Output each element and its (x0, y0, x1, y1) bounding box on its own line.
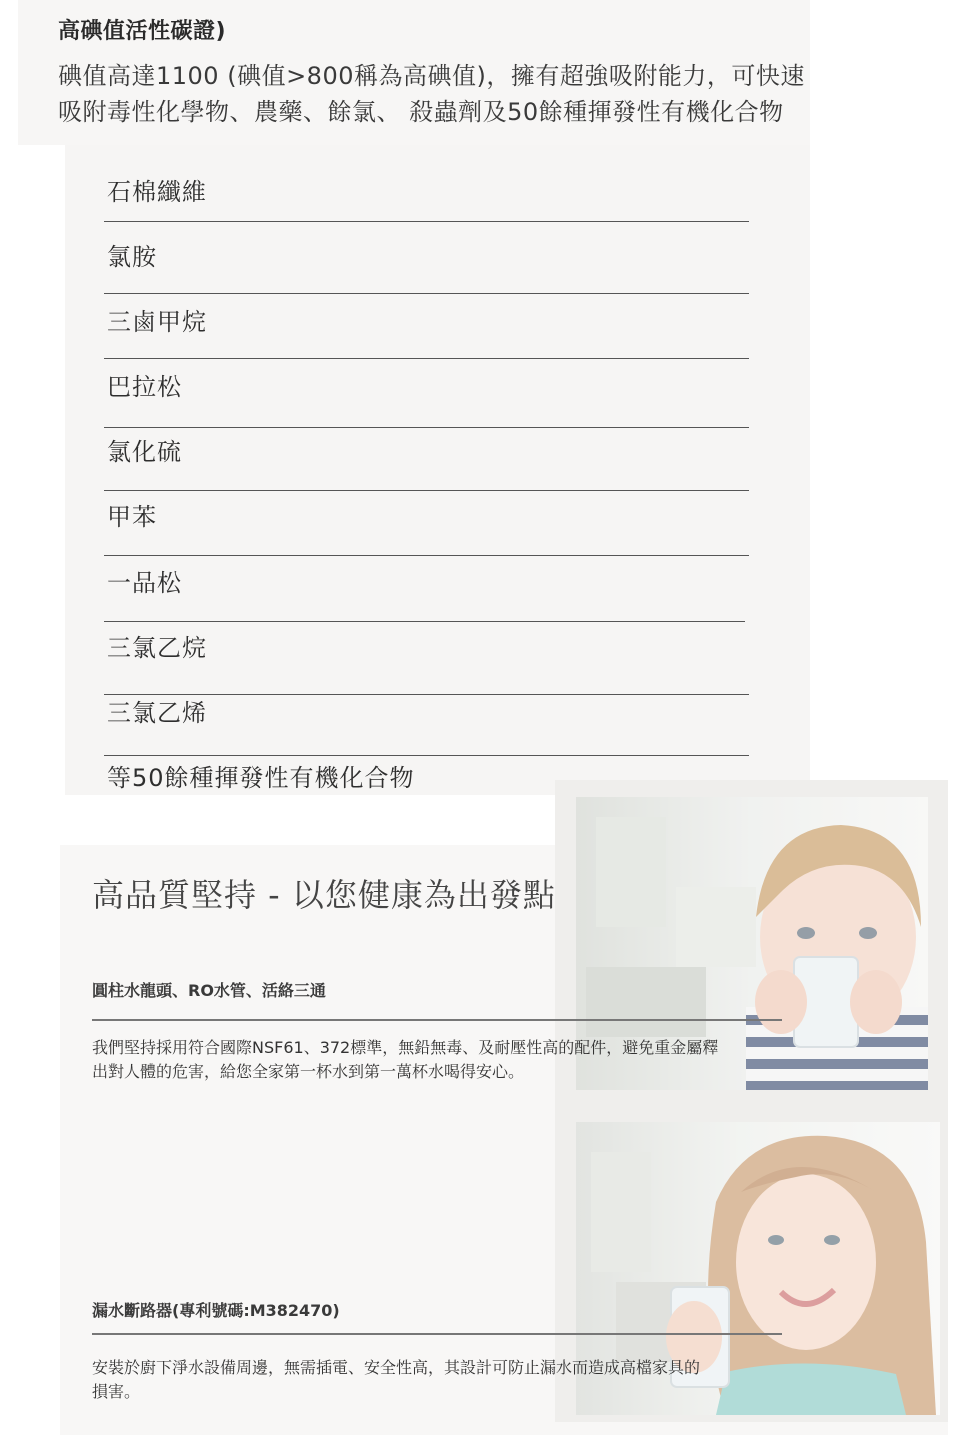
list-divider (104, 490, 749, 491)
body-line: 我們堅持採用符合國際NSF61、372標準，無鉛無毒、及耐壓性高的配件，避免重金屬釋 (92, 1038, 719, 1057)
list-divider (104, 755, 749, 756)
list-item: 三鹵甲烷 (107, 308, 207, 336)
list-divider (104, 621, 745, 622)
leak-breaker-section-body (92, 1356, 792, 1404)
page-title: 高碘值活性碳證) (58, 19, 227, 44)
leak-breaker-section-title: 漏水斷路器(專利號碼:M382470) (92, 1301, 340, 1320)
section-divider (92, 1333, 782, 1335)
list-item: 巴拉松 (107, 373, 182, 401)
body-line: 損害。 (92, 1382, 141, 1401)
intro-description (58, 58, 818, 130)
list-divider (104, 221, 749, 222)
description-line-2: 吸附毒性化學物、農藥、餘氯、 殺蟲劑及50餘種揮發性有機化合物 (58, 98, 784, 126)
faucet-section-title: 圓柱水龍頭、RO水管、活絡三通 (92, 981, 326, 1000)
list-item: 三氯乙烷 (107, 634, 207, 662)
list-item: 三氯乙烯 (107, 699, 207, 727)
list-item: 氯胺 (107, 243, 157, 271)
list-divider (104, 555, 749, 556)
list-item: 石棉纖維 (107, 178, 207, 206)
list-item: 氯化硫 (107, 438, 182, 466)
body-line: 安裝於廚下淨水設備周邊，無需插電、安全性高，其設計可防止漏水而造成高檔家具的 (92, 1358, 701, 1377)
list-divider (104, 427, 749, 428)
list-item: 甲苯 (107, 503, 157, 531)
body-line: 出對人體的危害，給您全家第一杯水到第一萬杯水喝得安心。 (92, 1062, 525, 1081)
list-item: 等50餘種揮發性有機化合物 (107, 764, 415, 792)
list-item: 一品松 (107, 569, 182, 597)
section-divider (92, 1019, 782, 1021)
quality-heading: 高品質堅持 - 以您健康為出發點 (92, 876, 556, 914)
list-divider (104, 293, 749, 294)
faucet-section-body (92, 1036, 792, 1084)
list-divider (104, 358, 749, 359)
description-line-1: 碘值高達1100 (碘值>800稱為高碘值)，擁有超強吸附能力，可快速 (58, 62, 805, 90)
